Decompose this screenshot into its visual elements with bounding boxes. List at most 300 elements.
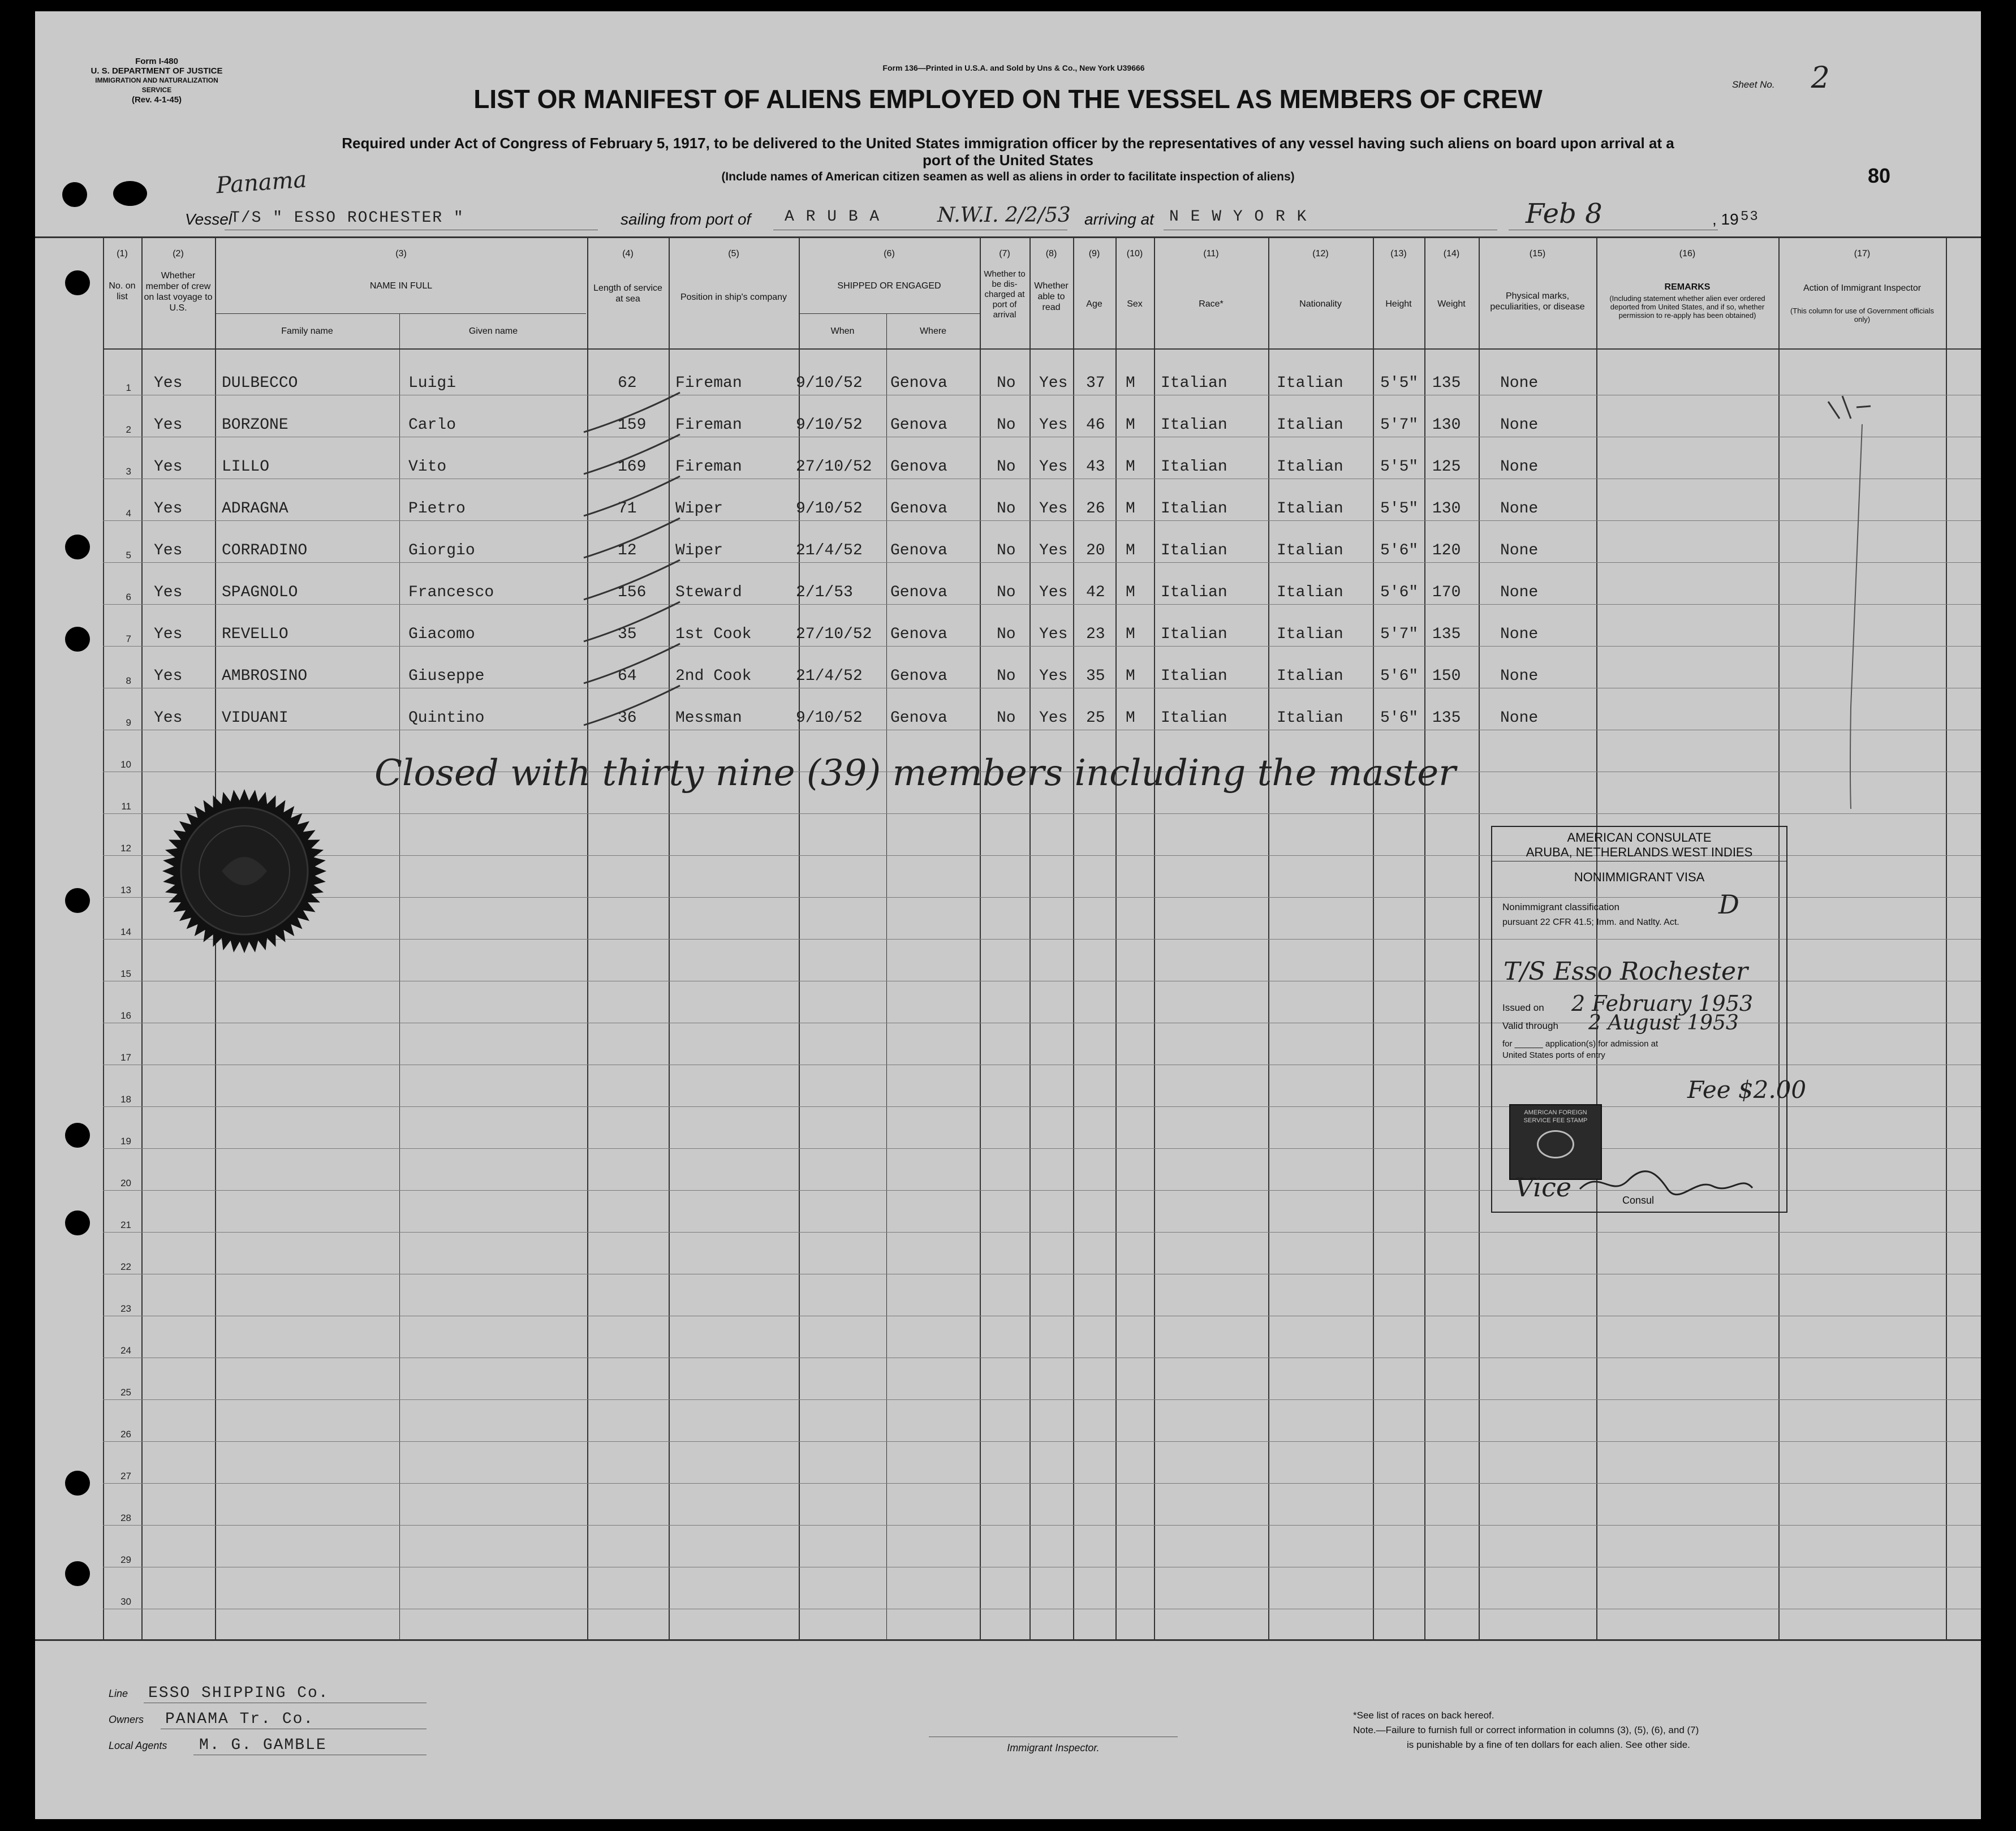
stamp-classification-value: D — [1718, 889, 1739, 920]
cell-race: Italian — [1161, 500, 1227, 518]
cell-read: Yes — [1039, 500, 1068, 518]
cell-position: Fireman — [675, 374, 742, 392]
footer-notes — [1353, 1708, 1699, 1752]
fee-stamp-text: AMERICAN FOREIGN SERVICE FEE STAMP — [1523, 1109, 1588, 1124]
cell-weight: 130 — [1432, 416, 1461, 434]
cell-read: Yes — [1039, 374, 1068, 392]
stamp-valid-value: 2 August 1953 — [1588, 1011, 1739, 1035]
cell-height: 5'6" — [1380, 584, 1419, 601]
cell-family: SPAGNOLO — [222, 584, 298, 601]
row-number: 7 — [126, 634, 131, 644]
cell-read: Yes — [1039, 458, 1068, 476]
row-number: 16 — [120, 1010, 131, 1021]
cell-race: Italian — [1161, 584, 1227, 601]
row-rule — [103, 1441, 1981, 1442]
cell-last-voyage: Yes — [154, 416, 183, 434]
manifest-sheet — [35, 11, 1981, 1819]
cell-age: 43 — [1086, 458, 1105, 476]
cell-discharged: No — [997, 500, 1016, 518]
row-number: 5 — [126, 550, 131, 561]
stamp-pursuant: pursuant 22 CFR 41.5; Imm. and Natlty. Act. — [1502, 917, 1679, 927]
row-number: 4 — [126, 508, 131, 519]
col-14-header: Weight — [1437, 299, 1466, 309]
cell-read: Yes — [1039, 584, 1068, 601]
stamp-consulate: AMERICAN CONSULATE — [1567, 830, 1712, 845]
col-17-note: (This column for use of Government officials only) — [1790, 307, 1935, 324]
footer-agent-block — [109, 1674, 618, 1787]
col-4-num: (4) — [622, 249, 634, 259]
cell-height: 5'5" — [1380, 500, 1419, 518]
row-number: 13 — [120, 885, 131, 895]
cell-discharged: No — [997, 709, 1016, 727]
cell-height: 5'6" — [1380, 667, 1419, 685]
row-number: 21 — [120, 1220, 131, 1230]
cell-height: 5'6" — [1380, 542, 1419, 559]
stamp-classification-label: Nonimmigrant classification — [1502, 902, 1619, 912]
col-17-num: (17) — [1854, 249, 1871, 259]
col-7-num: (7) — [999, 249, 1010, 259]
arriving-port: N E W Y O R K — [1169, 208, 1308, 226]
cell-marks: None — [1500, 667, 1539, 685]
col-5-header: Position in ship's company — [680, 292, 787, 302]
cell-age: 35 — [1086, 667, 1105, 685]
binder-hole — [65, 888, 90, 913]
cell-family: REVELLO — [222, 626, 288, 643]
cell-age: 25 — [1086, 709, 1105, 727]
page-number: 80 — [1868, 164, 1891, 187]
col-5-num: (5) — [728, 249, 739, 259]
row-number: 22 — [120, 1261, 131, 1272]
cell-position: Wiper — [675, 542, 723, 559]
cell-when: 27/10/52 — [796, 458, 872, 476]
col-8-num: (8) — [1045, 249, 1057, 259]
stamp-consul-label: Consul — [1622, 1195, 1655, 1206]
cell-marks: None — [1500, 709, 1539, 727]
printer-line: Form 136—Printed in U.S.A. and Sold by Uns & Co., New York U39666 — [882, 63, 1145, 72]
col-6-num: (6) — [884, 249, 895, 259]
cell-given: Vito — [408, 458, 447, 476]
col-6-header: SHIPPED OR ENGAGED — [837, 281, 941, 291]
row-number: 24 — [120, 1345, 131, 1356]
cell-family: CORRADINO — [222, 542, 308, 559]
row-number: 8 — [126, 675, 131, 686]
row-rule — [103, 813, 1981, 814]
cell-service: 71 — [618, 500, 637, 518]
binder-hole — [65, 627, 90, 652]
where-header: Where — [919, 326, 947, 336]
col-2-num: (2) — [173, 249, 184, 259]
binder-hole — [65, 1123, 90, 1148]
cell-when: 9/10/52 — [796, 416, 863, 434]
col-12-num: (12) — [1312, 249, 1329, 259]
cell-sex: M — [1126, 584, 1135, 601]
cell-when: 21/4/52 — [796, 667, 863, 685]
cell-nationality: Italian — [1277, 542, 1343, 559]
cell-height: 5'7" — [1380, 416, 1419, 434]
line-value: ESSO SHIPPING Co. — [148, 1684, 329, 1702]
cell-last-voyage: Yes — [154, 709, 183, 727]
col-16-header: REMARKS — [1664, 282, 1711, 292]
cell-when: 9/10/52 — [796, 500, 863, 518]
row-number: 25 — [120, 1387, 131, 1398]
cell-marks: None — [1500, 458, 1539, 476]
cell-discharged: No — [997, 374, 1016, 392]
cell-when: 9/10/52 — [796, 709, 863, 727]
cell-age: 37 — [1086, 374, 1105, 392]
races-note: *See list of races on back hereof. — [1353, 1710, 1494, 1721]
cell-where: Genova — [890, 416, 947, 434]
arriving-label: arriving at — [1084, 210, 1154, 228]
cell-nationality: Italian — [1277, 500, 1343, 518]
cell-where: Genova — [890, 542, 947, 559]
row-number: 9 — [126, 717, 131, 728]
cell-last-voyage: Yes — [154, 542, 183, 559]
page-title: LIST OR MANIFEST OF ALIENS EMPLOYED ON THE VESSEL AS MEMBERS OF CREW — [473, 84, 1543, 114]
header-bottom-rule — [103, 348, 1981, 350]
subtitle-line-3: (Include names of American citizen seamen as well as aliens in order to facilitate inspection of aliens) — [721, 170, 1295, 183]
consular-visa-stamp — [1491, 826, 1807, 1213]
row-number: 19 — [120, 1136, 131, 1147]
cell-marks: None — [1500, 374, 1539, 392]
cell-marks: None — [1500, 584, 1539, 601]
cell-sex: M — [1126, 500, 1135, 518]
cell-weight: 130 — [1432, 500, 1461, 518]
vessel-label: Vessel — [185, 210, 232, 228]
agents-label: Local Agents — [109, 1740, 167, 1751]
cell-position: Messman — [675, 709, 742, 727]
binder-hole — [113, 181, 147, 206]
col-13-header: Height — [1385, 299, 1412, 309]
cell-position: Fireman — [675, 416, 742, 434]
cell-nationality: Italian — [1277, 416, 1343, 434]
binder-hole — [62, 182, 87, 207]
cell-sex: M — [1126, 542, 1135, 559]
cell-last-voyage: Yes — [154, 374, 183, 392]
cell-discharged: No — [997, 542, 1016, 559]
cell-family: VIDUANI — [222, 709, 288, 727]
cell-service: 64 — [618, 667, 637, 685]
form-number: Form I-480 — [135, 57, 178, 66]
owners-value: PANAMA Tr. Co. — [165, 1711, 315, 1728]
cell-given: Giorgio — [408, 542, 475, 559]
col-16-num: (16) — [1679, 249, 1696, 259]
cell-where: Genova — [890, 626, 947, 643]
row-rule — [103, 646, 1981, 647]
cell-nationality: Italian — [1277, 667, 1343, 685]
year-prefix: , 19 — [1712, 210, 1739, 228]
cell-discharged: No — [997, 626, 1016, 643]
cell-height: 5'5" — [1380, 458, 1419, 476]
cell-family: AMBROSINO — [222, 667, 308, 685]
row-number: 27 — [120, 1471, 131, 1481]
col-11-num: (11) — [1203, 249, 1219, 259]
col-17-header: Action of Immigrant Inspector — [1803, 283, 1922, 293]
table-top-rule — [35, 236, 1981, 238]
row-number: 3 — [126, 466, 131, 477]
row-number: 29 — [120, 1554, 131, 1565]
col-15-header: Physical marks, peculiarities, or disease — [1490, 291, 1585, 312]
consul-signature — [1577, 1166, 1758, 1200]
cell-sex: M — [1126, 374, 1135, 392]
flag-note: Panama — [215, 166, 308, 199]
row-number: 15 — [120, 968, 131, 979]
cell-height: 5'7" — [1380, 626, 1419, 643]
cell-marks: None — [1500, 542, 1539, 559]
sailing-label: sailing from port of — [621, 210, 751, 228]
cell-last-voyage: Yes — [154, 458, 183, 476]
row-number: 6 — [126, 592, 131, 602]
binder-hole — [65, 1561, 90, 1586]
row-rule — [103, 1483, 1981, 1484]
row-number: 18 — [120, 1094, 131, 1105]
cell-age: 20 — [1086, 542, 1105, 559]
sheet-number: 2 — [1811, 61, 1830, 95]
cell-race: Italian — [1161, 416, 1227, 434]
service-check-strokes — [567, 351, 703, 781]
cell-when: 2/1/53 — [796, 584, 853, 601]
col-11-header: Race* — [1199, 299, 1224, 309]
col-12-header: Nationality — [1299, 299, 1342, 309]
col-8-header: Whether able to read — [1034, 281, 1069, 312]
cell-height: 5'6" — [1380, 709, 1419, 727]
col-16-note: (Including statement whether alien ever ordered deported from United States, and if so, whether permission to re-apply has been obtained) — [1609, 294, 1765, 320]
cell-last-voyage: Yes — [154, 500, 183, 518]
stamp-issued-label: Issued on — [1502, 1002, 1544, 1013]
cell-when: 27/10/52 — [796, 626, 872, 643]
row-rule — [103, 562, 1981, 563]
cell-last-voyage: Yes — [154, 584, 183, 601]
row-number: 17 — [120, 1052, 131, 1063]
col-9-header: Age — [1086, 299, 1102, 309]
cell-given: Francesco — [408, 584, 494, 601]
cell-weight: 170 — [1432, 584, 1461, 601]
row-number: 14 — [120, 927, 131, 937]
cell-discharged: No — [997, 667, 1016, 685]
cell-nationality: Italian — [1277, 626, 1343, 643]
cell-given: Carlo — [408, 416, 456, 434]
table-bottom-rule — [35, 1639, 1981, 1641]
cell-position: Steward — [675, 584, 742, 601]
cell-age: 26 — [1086, 500, 1105, 518]
row-number: 11 — [121, 801, 131, 812]
cell-service: 36 — [618, 709, 637, 727]
col-10-header: Sex — [1127, 299, 1143, 309]
cell-family: DULBECCO — [222, 374, 298, 392]
cell-where: Genova — [890, 709, 947, 727]
fine-note-2: is punishable by a fine of ten dollars for each alien. See other side. — [1407, 1739, 1690, 1750]
col-3-num: (3) — [395, 249, 407, 259]
cell-race: Italian — [1161, 709, 1227, 727]
cell-weight: 150 — [1432, 667, 1461, 685]
row-number: 10 — [120, 759, 131, 770]
arrival-date: Feb 8 — [1526, 198, 1603, 230]
cell-read: Yes — [1039, 667, 1068, 685]
service-name: IMMIGRATION AND NATURALIZATION SERVICE — [95, 76, 218, 94]
row-number: 26 — [120, 1429, 131, 1440]
line-label: Line — [109, 1688, 128, 1699]
sailing-note: N.W.I. 2/2/53 — [937, 204, 1071, 227]
binder-hole — [65, 535, 90, 559]
cell-sex: M — [1126, 416, 1135, 434]
cell-given: Giacomo — [408, 626, 475, 643]
stamp-fee: Fee $2.00 — [1687, 1076, 1807, 1104]
subtitle — [126, 135, 1890, 186]
cell-service: 62 — [618, 374, 637, 392]
when-header: When — [830, 326, 855, 336]
arrival-year: 53 — [1741, 209, 1759, 225]
cell-sex: M — [1126, 458, 1135, 476]
binder-hole — [65, 1471, 90, 1496]
cell-service: 156 — [618, 584, 647, 601]
fine-note-1: Note.—Failure to furnish full or correct information in columns (3), (5), (6), and (7) — [1353, 1725, 1699, 1735]
shipped-subheader-rule — [799, 313, 980, 314]
sheet-label: Sheet No. — [1732, 79, 1775, 90]
row-number: 2 — [126, 424, 131, 435]
cell-nationality: Italian — [1277, 458, 1343, 476]
cell-given: Quintino — [408, 709, 485, 727]
col-3-header: NAME IN FULL — [369, 281, 433, 291]
cell-last-voyage: Yes — [154, 667, 183, 685]
cell-weight: 125 — [1432, 458, 1461, 476]
vessel-name: T/S " ESSO ROCHESTER " — [230, 209, 464, 227]
col-14-num: (14) — [1443, 249, 1460, 259]
cell-sex: M — [1126, 667, 1135, 685]
col-10-num: (10) — [1126, 249, 1143, 259]
owners-label: Owners — [109, 1714, 144, 1725]
cell-read: Yes — [1039, 542, 1068, 559]
cell-service: 35 — [618, 626, 637, 643]
cell-read: Yes — [1039, 709, 1068, 727]
col-1-num: (1) — [117, 249, 128, 259]
col-7-header: Whether to be dis-charged at port of arrival — [984, 269, 1026, 320]
agents-value: M. G. GAMBLE — [199, 1737, 327, 1754]
stamp-issued-value: 2 February 1953 — [1571, 991, 1754, 1016]
cell-sex: M — [1126, 709, 1135, 727]
cell-family: BORZONE — [222, 416, 288, 434]
cell-age: 46 — [1086, 416, 1105, 434]
stamp-vessel: T/S Esso Rochester — [1504, 957, 1748, 986]
row-rule — [103, 604, 1981, 605]
cell-nationality: Italian — [1277, 584, 1343, 601]
embossed-seal — [160, 786, 329, 956]
stamp-valid-label: Valid through — [1502, 1020, 1558, 1031]
row-number: 30 — [120, 1596, 131, 1607]
inspector-mark — [1817, 390, 1885, 815]
cell-where: Genova — [890, 584, 947, 601]
cell-marks: None — [1500, 500, 1539, 518]
stamp-for-text: for ______ application(s) for admission at United States ports of entry — [1502, 1039, 1659, 1060]
cell-given: Luigi — [408, 374, 456, 392]
cell-service: 12 — [618, 542, 637, 559]
binder-hole — [65, 270, 90, 295]
cell-when: 21/4/52 — [796, 542, 863, 559]
revision: (Rev. 4-1-45) — [131, 95, 182, 105]
cell-race: Italian — [1161, 458, 1227, 476]
row-number: 23 — [120, 1303, 131, 1314]
cell-sex: M — [1126, 626, 1135, 643]
col-9-num: (9) — [1088, 249, 1100, 259]
closing-note: Closed with thirty nine (39) members including the master — [374, 752, 1456, 794]
row-rule — [103, 1399, 1981, 1400]
name-subheader-rule — [215, 313, 586, 314]
cell-race: Italian — [1161, 542, 1227, 559]
department-name: U. S. DEPARTMENT OF JUSTICE — [91, 66, 223, 76]
given-name-header: Given name — [468, 326, 518, 336]
cell-race: Italian — [1161, 374, 1227, 392]
row-rule — [103, 520, 1981, 521]
stamp-visa-type: NONIMMIGRANT VISA — [1574, 870, 1705, 884]
row-number: 20 — [120, 1178, 131, 1188]
cell-age: 23 — [1086, 626, 1105, 643]
cell-discharged: No — [997, 458, 1016, 476]
row-number: 12 — [120, 843, 131, 854]
cell-race: Italian — [1161, 626, 1227, 643]
stamp-consul-prefix: Vice — [1515, 1172, 1572, 1203]
cell-nationality: Italian — [1277, 374, 1343, 392]
cell-height: 5'5" — [1380, 374, 1419, 392]
cell-given: Pietro — [408, 500, 466, 518]
cell-nationality: Italian — [1277, 709, 1343, 727]
cell-weight: 135 — [1432, 709, 1461, 727]
cell-where: Genova — [890, 500, 947, 518]
cell-position: 2nd Cook — [675, 667, 752, 685]
cell-read: Yes — [1039, 626, 1068, 643]
cell-when: 9/10/52 — [796, 374, 863, 392]
cell-marks: None — [1500, 416, 1539, 434]
stamp-header — [1492, 830, 1786, 885]
cell-where: Genova — [890, 374, 947, 392]
cell-marks: None — [1500, 626, 1539, 643]
row-number: 1 — [126, 382, 131, 393]
cell-discharged: No — [997, 416, 1016, 434]
cell-service: 159 — [618, 416, 647, 434]
row-rule — [103, 1525, 1981, 1526]
col-4-header: Length of service at sea — [593, 283, 662, 304]
row-number: 28 — [120, 1513, 131, 1523]
col-13-num: (13) — [1390, 249, 1407, 259]
family-name-header: Family name — [281, 326, 333, 336]
vessel-line — [185, 198, 1882, 232]
col-2-header: Whether member of crew on last voyage to U.S. — [144, 271, 213, 313]
col-15-num: (15) — [1529, 249, 1546, 259]
cell-race: Italian — [1161, 667, 1227, 685]
cell-weight: 135 — [1432, 374, 1461, 392]
row-rule — [103, 1232, 1981, 1233]
stamp-location: ARUBA, NETHERLANDS WEST INDIES — [1526, 845, 1753, 859]
cell-position: Fireman — [675, 458, 742, 476]
cell-service: 169 — [618, 458, 647, 476]
cell-discharged: No — [997, 584, 1016, 601]
cell-where: Genova — [890, 667, 947, 685]
cell-weight: 135 — [1432, 626, 1461, 643]
cell-age: 42 — [1086, 584, 1105, 601]
cell-position: 1st Cook — [675, 626, 752, 643]
cell-given: Giuseppe — [408, 667, 485, 685]
cell-where: Genova — [890, 458, 947, 476]
subtitle-line-2: port of the United States — [923, 152, 1093, 169]
col-1-header: No. on list — [109, 281, 136, 301]
cell-family: ADRAGNA — [222, 500, 288, 518]
binder-hole — [65, 1210, 90, 1235]
cell-weight: 120 — [1432, 542, 1461, 559]
cell-family: LILLO — [222, 458, 270, 476]
cell-read: Yes — [1039, 416, 1068, 434]
subtitle-line-1: Required under Act of Congress of February 5, 1917, to be delivered to the United States immigration officer by the representatives of any vessel having such aliens on board upon arrival at a — [342, 135, 1674, 152]
sailing-port: A R U B A — [785, 208, 881, 226]
cell-last-voyage: Yes — [154, 626, 183, 643]
inspector-label: Immigrant Inspector. — [1007, 1742, 1100, 1754]
cell-position: Wiper — [675, 500, 723, 518]
